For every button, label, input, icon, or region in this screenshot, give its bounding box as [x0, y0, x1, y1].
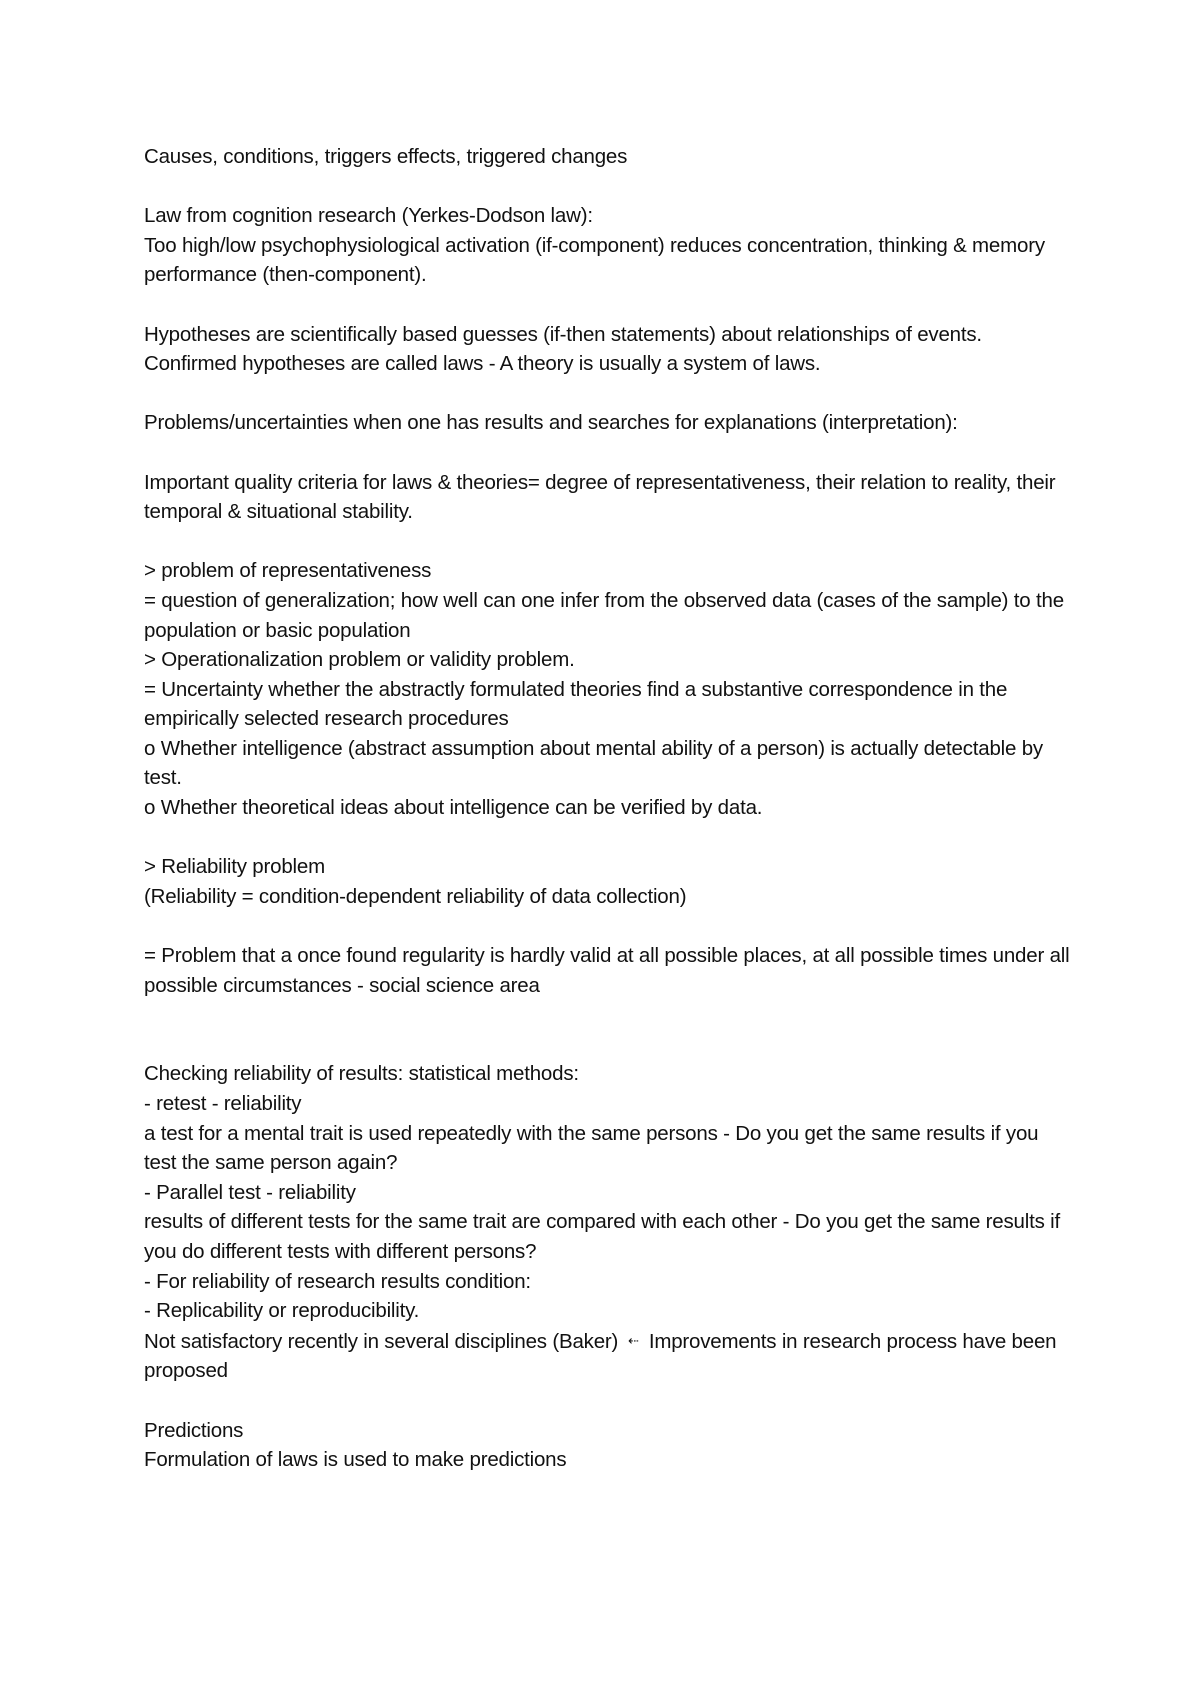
problems-heading: Problems/uncertainties when one has results and searches for explanations (interpretation): [144, 411, 958, 435]
retest-title: - retest - reliability [144, 1092, 302, 1115]
representativeness-title: > problem of representativeness [144, 559, 432, 583]
regularity-paragraph: = Problem that a once found regularity is hardly valid at all possible places, at all possible times under all possible circumstances - social science area [144, 944, 1070, 997]
predictions-title: Predictions [144, 1418, 244, 1442]
checking-heading: Checking reliability of results: statistical methods: [144, 1062, 579, 1086]
baker-before-text: Not satisfactory recently in several disciplines (Baker) [144, 1329, 619, 1353]
intelligence-point-1: o Whether intelligence (abstract assumption about mental ability of a person) is actually detectable by test. [144, 736, 1043, 790]
law-intro: Law from cognition research (Yerkes-Dodson law): [144, 204, 593, 228]
parallel-text: results of different tests for the same trait are compared with each other - Do you get the same results if you do different tests with different persons? [144, 1210, 1060, 1263]
baker-after-text: Improvements in research process have been proposed [144, 1329, 1057, 1383]
intelligence-point-2: o Whether theoretical ideas about intelligence can be verified by data. [144, 796, 763, 820]
predictions-text: Formulation of laws is used to make predictions [144, 1448, 567, 1472]
quality-criteria-paragraph: Important quality criteria for laws & theories= degree of representativeness, their relation to reality, their temporal & situational stability. [144, 470, 1056, 524]
parallel-title: - Parallel test - reliability [144, 1180, 356, 1204]
replicability: - Replicability or reproducibility. [144, 1299, 420, 1323]
document-body [144, 142, 1074, 1475]
baker-paragraph [144, 1326, 1074, 1386]
causes-heading: Causes, conditions, triggers effects, triggered changes [144, 145, 628, 168]
left-arrow-icon: ⇠ [628, 1332, 639, 1348]
operationalization-text: = Uncertainty whether the abstractly formulated theories find a substantive correspondence in the empirically selected research procedures [144, 677, 1008, 731]
reliability-title: > Reliability problem [144, 855, 325, 879]
law-text: Too high/low psychophysiological activation (if-component) reduces concentration, thinking & memory performance (then-component). [144, 233, 1045, 287]
operationalization-title: > Operationalization problem or validity problem. [144, 648, 575, 672]
research-condition: - For reliability of research results condition: [144, 1269, 531, 1293]
reliability-definition: (Reliability = condition-dependent reliability of data collection) [144, 884, 687, 908]
representativeness-text: = question of generalization; how well can one infer from the observed data (cases of the sample) to the population or basic population [144, 588, 1064, 642]
hypotheses-paragraph: Hypotheses are scientifically based guesses (if-then statements) about relationships of events. Confirmed hypotheses are called laws - A theory is usually a system of laws. [144, 322, 982, 376]
retest-text: a test for a mental trait is used repeatedly with the same persons - Do you get the same results if you test the same person again? [144, 1121, 1039, 1175]
